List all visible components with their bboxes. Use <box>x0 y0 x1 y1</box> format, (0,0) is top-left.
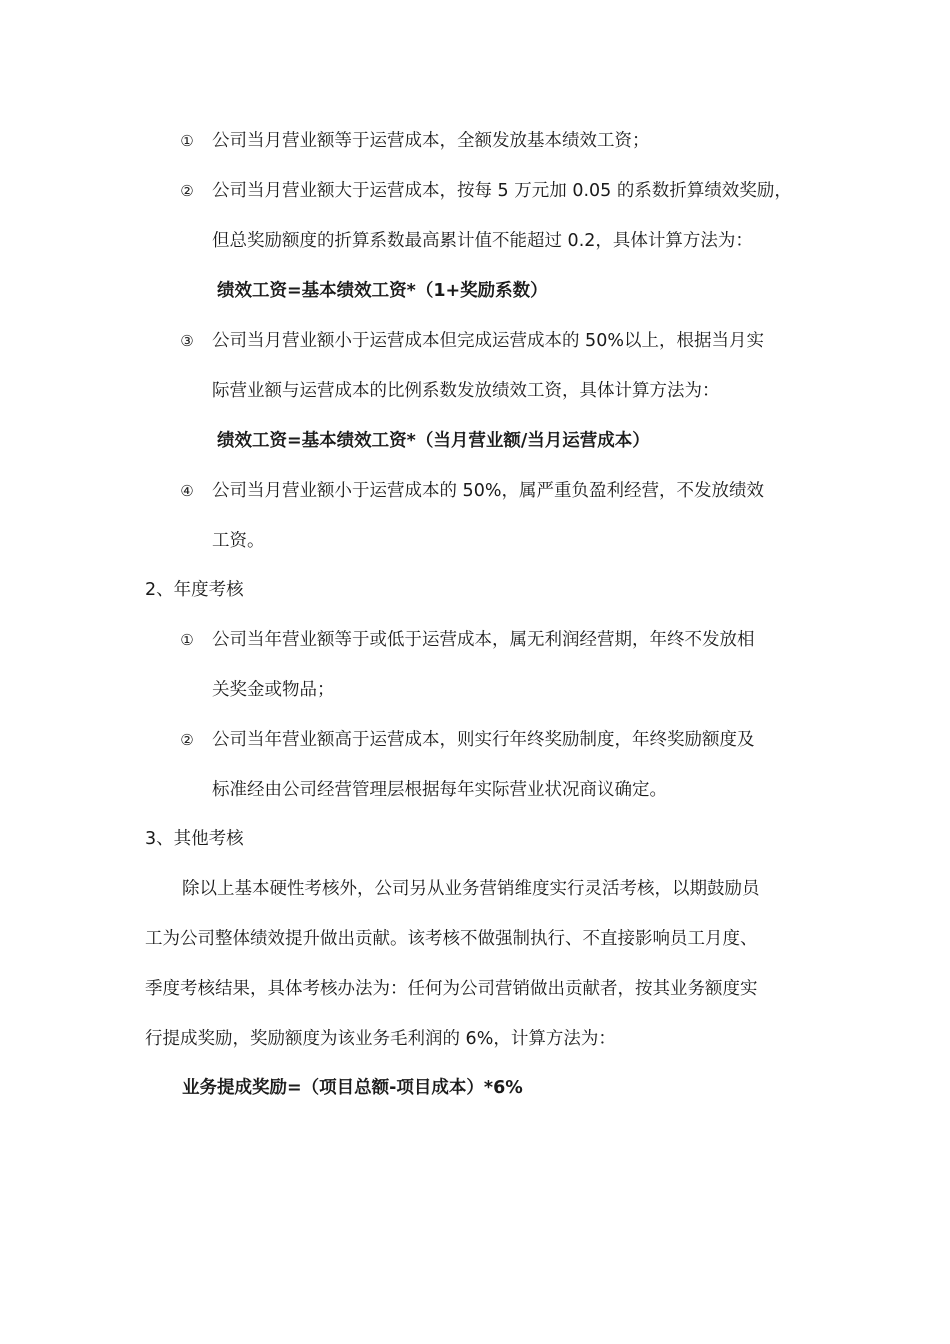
list-number: ② <box>180 182 194 200</box>
formula: 业务提成奖励=（项目总额-项目成本）*6% <box>182 1078 523 1098</box>
list-number: ② <box>180 731 194 749</box>
list-item-text: 公司当月营业额大于运营成本，按每 5 万元加 0.05 的系数折算绩效奖励， <box>212 181 792 201</box>
list-item-text: 公司当年营业额高于运营成本，则实行年终奖励制度，年终奖励额度及 <box>212 730 755 750</box>
list-number: ③ <box>180 332 194 350</box>
list-number: ① <box>180 631 194 649</box>
list-item-text: 标准经由公司经营管理层根据每年实际营业状况商议确定。 <box>212 780 667 800</box>
list-item-text: 公司当年营业额等于或低于运营成本，属无利润经营期，年终不发放相 <box>212 630 755 650</box>
paragraph-line: 行提成奖励，奖励额度为该业务毛利润的 6%，计算方法为： <box>145 1029 616 1049</box>
formula: 绩效工资=基本绩效工资*（1+奖励系数） <box>217 281 548 301</box>
list-item-text: 公司当月营业额小于运营成本但完成运营成本的 50%以上，根据当月实 <box>212 331 764 351</box>
paragraph-line: 除以上基本硬性考核外，公司另从业务营销维度实行灵活考核，以期鼓励员 <box>182 879 760 899</box>
list-item-text: 公司当月营业额等于运营成本，全额发放基本绩效工资； <box>212 131 650 151</box>
list-number: ① <box>180 132 194 150</box>
list-item-text: 际营业额与运营成本的比例系数发放绩效工资，具体计算方法为： <box>212 381 720 401</box>
list-number: ④ <box>180 482 194 500</box>
formula: 绩效工资=基本绩效工资*（当月营业额/当月运营成本） <box>217 431 650 451</box>
list-item-text: 关奖金或物品； <box>212 680 335 700</box>
section-heading: 3、其他考核 <box>145 829 244 849</box>
section-heading: 2、年度考核 <box>145 580 244 600</box>
list-item-text: 公司当月营业额小于运营成本的 50%，属严重负盈利经营，不发放绩效 <box>212 481 764 501</box>
paragraph-line: 季度考核结果，具体考核办法为：任何为公司营销做出贡献者，按其业务额度实 <box>145 979 758 999</box>
list-item-text: 工资。 <box>212 531 265 551</box>
list-item-text: 但总奖励额度的折算系数最高累计值不能超过 0.2，具体计算方法为： <box>212 231 753 251</box>
paragraph-line: 工为公司整体绩效提升做出贡献。该考核不做强制执行、不直接影响员工月度、 <box>145 929 758 949</box>
